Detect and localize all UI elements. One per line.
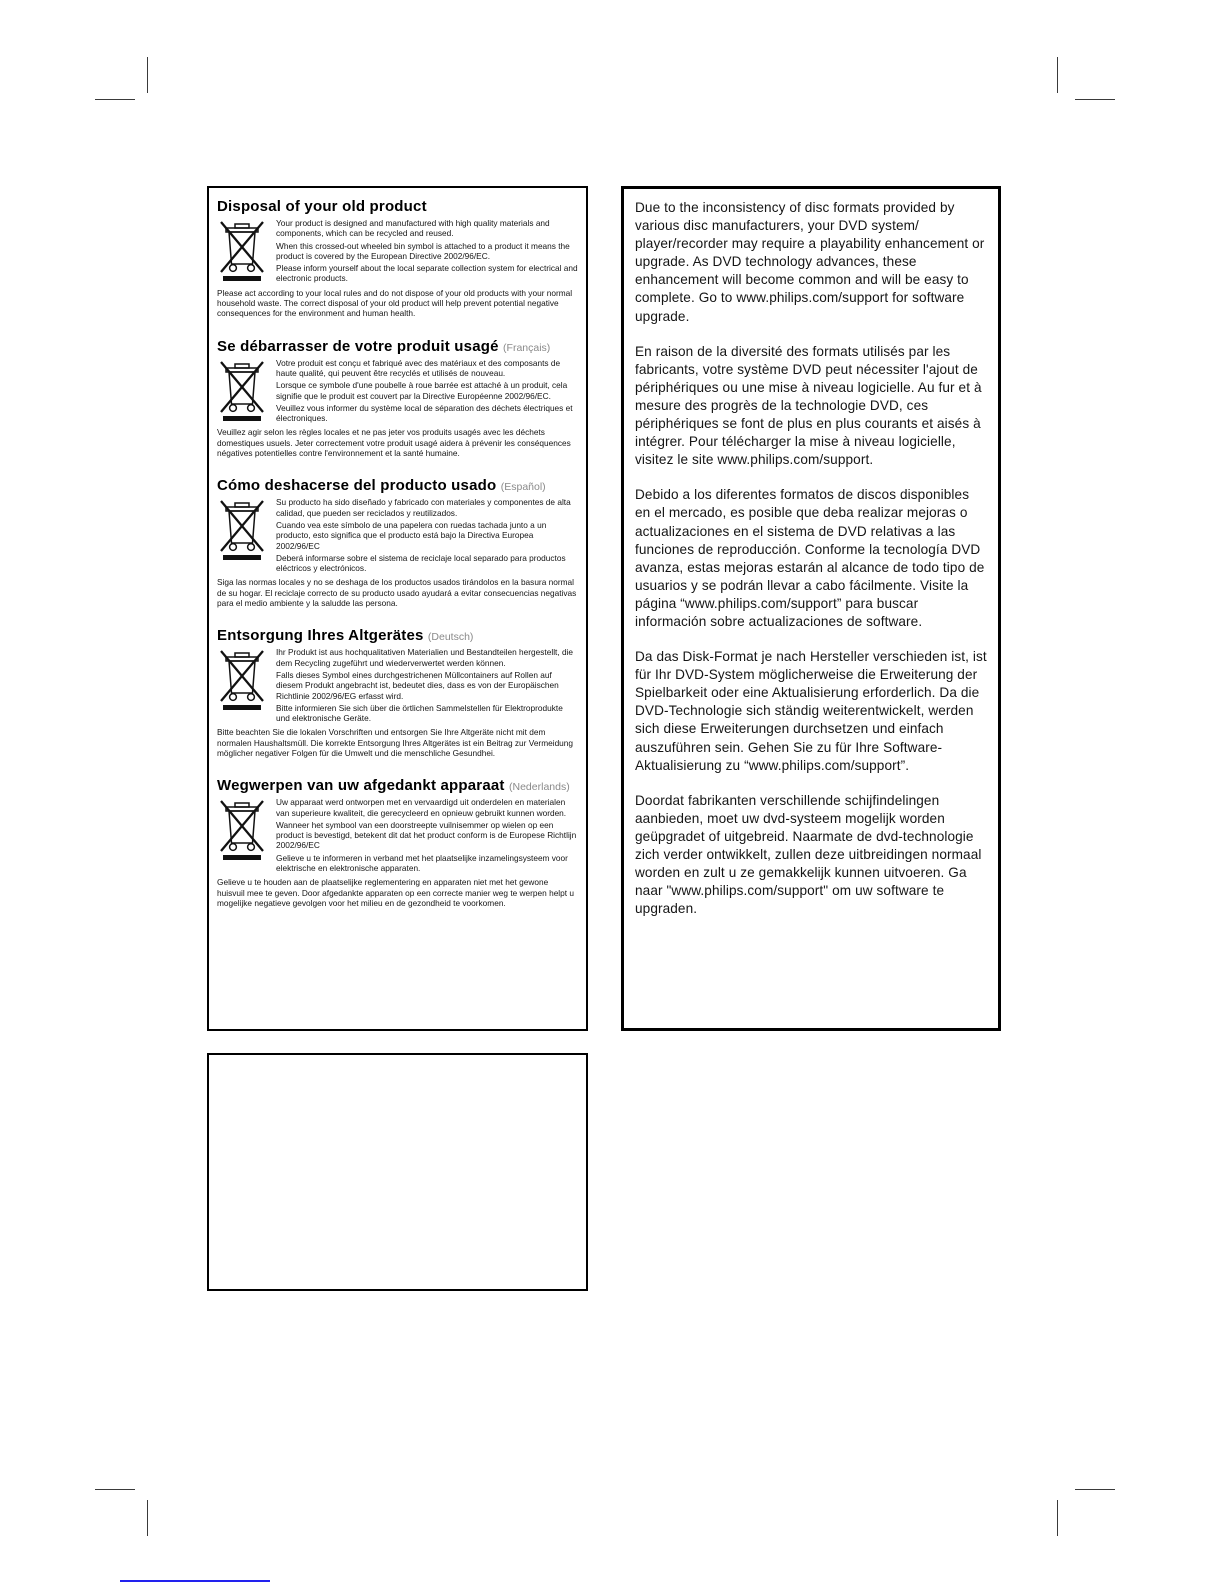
weee-crossed-out-bin-icon <box>217 497 267 575</box>
section-paragraph: Your product is designed and manufactured with high quality materials and components, which can be recycled and reused. <box>276 218 550 239</box>
blue-underline-mark <box>120 1580 270 1582</box>
upgrade-paragraph-german: Da das Disk-Format je nach Hersteller verschieden ist, ist für Ihr DVD-System möglicherweise die Erweiterung der Spielbarkeit oder eine Aktualisierung erforderlich. Da die DVD-Technologie sich ständig weiterentwickelt, werden sich diese Erweiterungen durchsetzen und einfach auszuführen sein. Gehen Sie zu für Ihre Software-Aktualisierung zu “www.philips.com/support”. <box>635 649 987 773</box>
disposal-section-french <box>217 338 578 459</box>
disposal-section-spanish <box>217 477 578 608</box>
section-paragraph: Veuillez vous informer du système local de séparation des déchets électriques et électroniques. <box>276 402 573 424</box>
empty-box <box>207 1053 588 1291</box>
section-paragraph: Cuando vea este símbolo de una papelera con ruedas tachada junto a un producto, esto significa que el producto está bajo la Directiva Europea 2002/96/EC <box>276 519 547 551</box>
upgrade-paragraph-dutch: Doordat fabrikanten verschillende schijfindelingen aanbieden, moet uw dvd-systeem mogelijk worden geüpgradet of uitgebreid. Naarmate de dvd-technologie zich verder ontwikkelt, zullen deze uitbreidingen normaal worden en zult u ze gemakkelijk kunnen uitvoeren. Ga naar "www.philips.com/support" om uw software te upgraden. <box>635 792 982 917</box>
upgrade-paragraph-spanish: Debido a los diferentes formatos de discos disponibles en el mercado, es posible que deba realizar mejoras o actualizaciones en el sistema de DVD relativas a las funciones de reproducción. Conforme la tecnología DVD avanza, estas mejoras estarán al alcance de todo tipo de usuarios y se podrán llevar a cabo fácilmente. Visite la página “www.philips.com/support” para buscar información sobre actualizaciones de software. <box>635 487 985 629</box>
section-paragraph: Wanneer het symbool van een doorstreepte vuilnisemmer op wielen op een product is bevestigd, betekent dit dat het product conform is de Europese Richtlijn 2002/96/EC <box>276 819 577 851</box>
section-paragraph: Ihr Produkt ist aus hochqualitativen Materialien und Bestandteilen hergestellt, die dem Recycling zugeführt und wiederverwertet werden können. <box>276 647 574 668</box>
weee-crossed-out-bin-icon <box>217 218 267 286</box>
crop-mark <box>1075 99 1115 100</box>
section-title-text: Disposal of your old product <box>217 198 427 215</box>
section-title <box>217 627 578 644</box>
crop-mark <box>1057 57 1058 93</box>
crop-mark <box>1075 1489 1115 1490</box>
section-title <box>217 777 578 794</box>
upgrade-notice-box <box>621 186 1001 1031</box>
section-paragraph: Gelieve u te informeren in verband met het plaatselijke inzamelingsysteem voor elektrische en elektronische apparaten. <box>276 852 568 874</box>
section-title <box>217 338 578 355</box>
disposal-notices-box <box>207 186 588 1031</box>
section-footer: Bitte beachten Sie die lokalen Vorschriften und entsorgen Sie Ihre Altgeräte nicht mit dem normalen Haushaltsmüll. Die korrekte Entsorgung Ihres Altgerätes ist ein Beitrag zur Vermeidung möglicher negativer Folgen für die Umwelt und die menschliche Gesundhei. <box>217 727 574 758</box>
weee-crossed-out-bin-icon <box>217 358 267 426</box>
section-paragraph: Votre produit est conçu et fabriqué avec des matériaux et des composants de haute qualité, qui peuvent être recyclés et utilisés de nouveau. <box>276 357 561 378</box>
weee-crossed-out-bin-icon <box>217 797 267 875</box>
crop-mark <box>95 1489 135 1490</box>
section-paragraph: Lorsque ce symbole d'une poubelle à roue barrée est attaché à un produit, cela signifie que le produit est couvert par la Directive Européenne 2002/96/EC. <box>276 380 568 401</box>
section-paragraph: Uw apparaat werd ontworpen met en vervaardigd uit onderdelen en materialen van superieure kwaliteit, die gerecycleerd en opnieuw gebruikt kunnen worden. <box>276 797 567 818</box>
crop-mark <box>147 57 148 93</box>
language-tag: (Français) <box>503 341 551 354</box>
section-paragraph: Bitte informieren Sie sich über die örtlichen Sammelstellen für Elektroprodukte und elektronische Geräte. <box>276 702 563 724</box>
section-title-text: Wegwerpen van uw afgedankt apparaat <box>217 777 505 795</box>
section-footer: Please act according to your local rules and do not dispose of your old products with your normal household waste. The correct disposal of your old product will help prevent potential negative consequences for the environment and human health. <box>217 287 573 319</box>
section-footer: Gelieve u te houden aan de plaatselijke reglementering en apparaten niet met het gewone huisvuil mee te geven. Door afgedankte apparaten op een correcte manier weg te werpen helpt u mogelijke negatieve gevolgen voor het milieu en de gezondheid te voorkomen. <box>217 877 574 908</box>
section-footer: Veuillez agir selon les règles locales et ne pas jeter vos produits usagés avec les déchets domestiques usuels. Jeter correctement votre produit usagé aidera à prévenir les conséquences négatives potentielles contre l'environnement et la santé humaine. <box>217 427 571 459</box>
section-paragraph: Deberá informarse sobre el sistema de reciclaje local separado para productos eléctricos y electrónicos. <box>276 552 566 574</box>
upgrade-paragraph-french: En raison de la diversité des formats utilisés par les fabricants, votre système DVD peut nécessiter l'ajout de périphériques ou une mise à niveau logicielle. Au fur et à mesure des progrès de la technologie DVD, ces périphériques se font de plus en plus courants et aisés à intégrer. Pour télécharger la mise à niveau logicielle, visitez le site www.philips.com/support. <box>635 343 982 468</box>
section-title-text: Se débarrasser de votre produit usagé <box>217 337 499 355</box>
disposal-section-english <box>217 198 578 319</box>
language-tag: (Español) <box>500 481 546 494</box>
weee-crossed-out-bin-icon <box>217 647 267 725</box>
section-title-text: Cómo deshacerse del producto usado <box>217 477 497 495</box>
crop-mark <box>147 1500 148 1536</box>
language-tag: (Deutsch) <box>427 631 474 644</box>
section-title <box>217 198 578 215</box>
upgrade-paragraph-english: Due to the inconsistency of disc formats provided by various disc manufacturers, your DVD system/ player/recorder may require a playability enhancement or upgrade. As DVD technology advances, these enhancement will become common and will be easy to complete. Go to www.philips.com/support for software upgrade. <box>635 200 985 324</box>
crop-mark <box>95 99 135 100</box>
disposal-section-german <box>217 627 578 758</box>
section-footer: Siga las normas locales y no se deshaga de los productos usados tirándolos en la basura normal de su hogar. El reciclaje correcto de su producto usado ayudará a evitar consecuencias negativas para el medio ambiente y la saludde las persona. <box>217 577 577 609</box>
crop-mark <box>1057 1500 1058 1536</box>
section-title <box>217 477 578 494</box>
section-paragraph: Please inform yourself about the local separate collection system for electrical and electronic products. <box>276 263 578 284</box>
section-paragraph: Falls dieses Symbol eines durchgestrichenen Müllcontainers auf Rollen auf diesem Produkt angebracht ist, bedeutet dies, dass es von der Europäischen Richtlinie 2002/96/EG erfasst wird. <box>276 669 559 701</box>
disposal-section-dutch <box>217 777 578 908</box>
section-paragraph: Su producto ha sido diseñado y fabricado con materiales y componentes de alta calidad, que pueden ser reciclados y reutilizados. <box>276 497 571 518</box>
section-paragraph: When this crossed-out wheeled bin symbol is attached to a product it means the product is covered by the European Directive 2002/96/EC. <box>276 240 570 261</box>
language-tag: (Nederlands) <box>509 781 570 794</box>
section-title-text: Entsorgung Ihres Altgerätes <box>217 627 424 645</box>
